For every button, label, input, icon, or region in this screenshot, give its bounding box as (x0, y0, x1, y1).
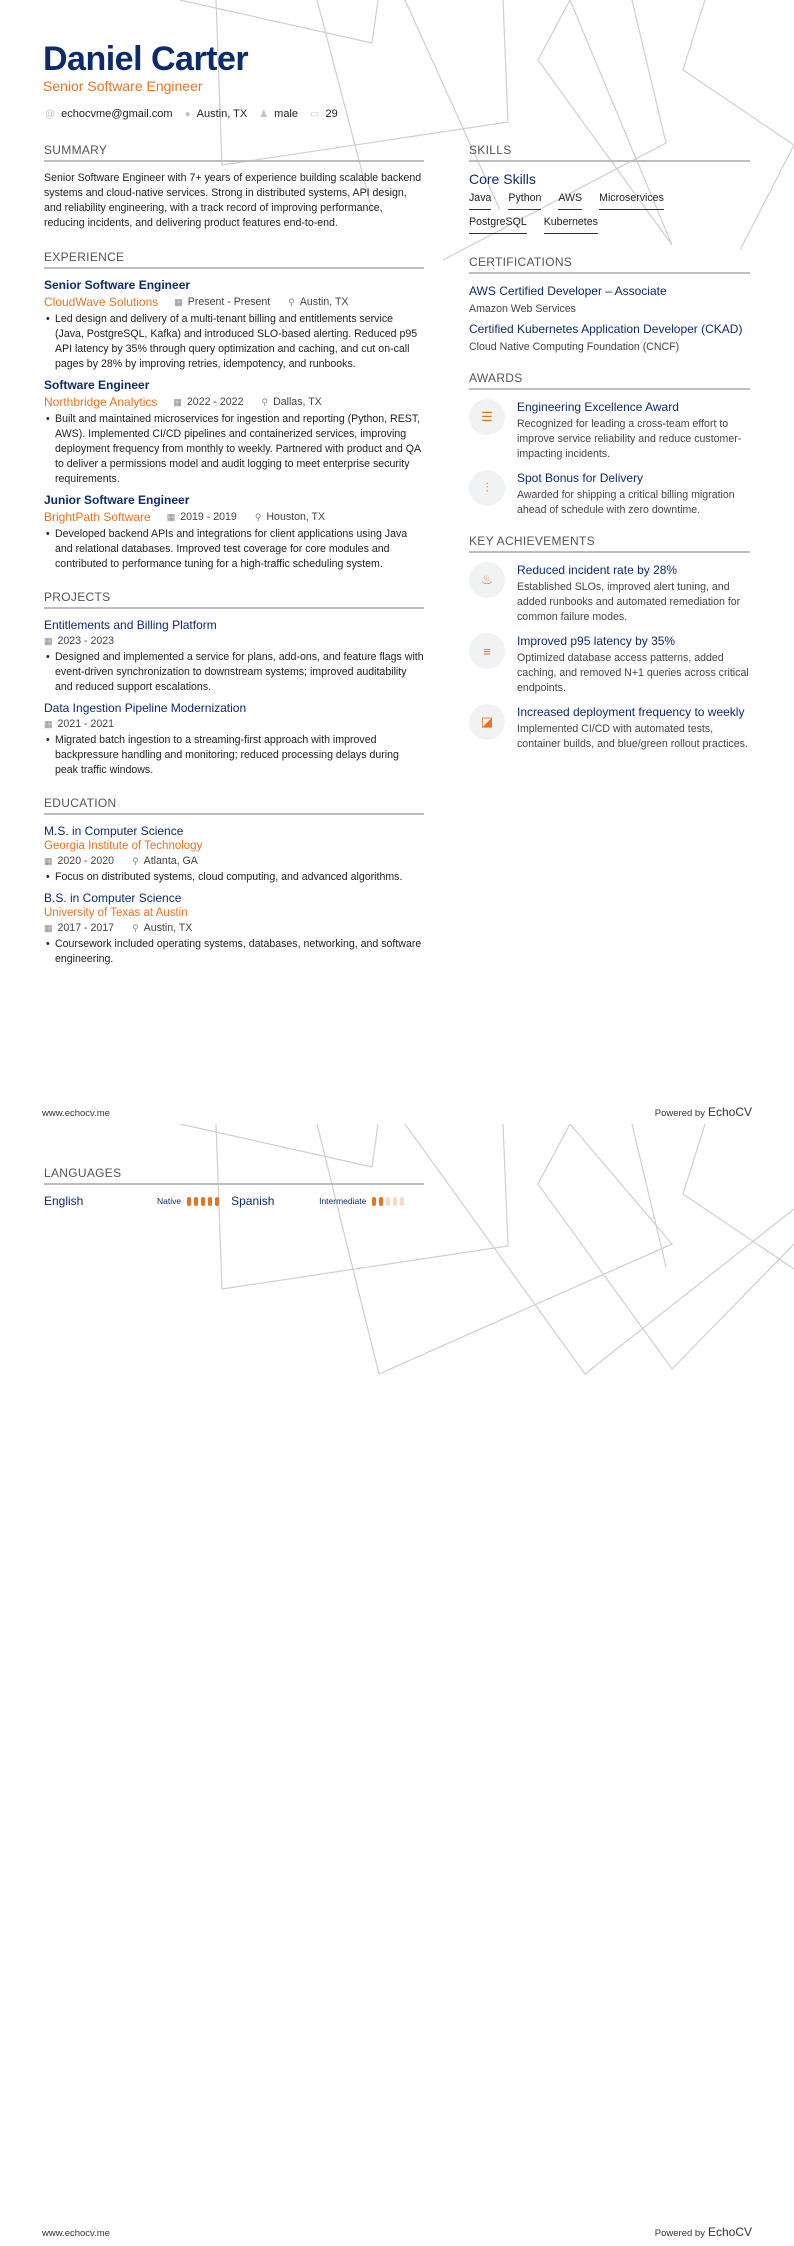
award-title: Spot Bonus for Delivery (517, 471, 644, 485)
job-role: Software Engineer (44, 378, 150, 392)
job-role: Senior Software Engineer (44, 278, 191, 292)
language-rating-dots (372, 1197, 407, 1206)
achievement-description: Implemented CI/CD with automated tests, container builds, and blue/green rollout practices. (517, 723, 748, 750)
experience-item (44, 378, 424, 487)
experience-section (44, 250, 424, 572)
contact-age: ▭ 29 (310, 108, 338, 120)
project-dates: 2021 - 2021 (57, 718, 115, 730)
project-name: Data Ingestion Pipeline Modernization (44, 701, 247, 715)
school-name: University of Texas at Austin (44, 907, 188, 919)
certification-issuer: Amazon Web Services (469, 303, 576, 315)
candidate-name: Daniel Carter (43, 40, 249, 78)
bullet-point: • Developed backend APIs and integrations for client applications using Java and relational databases. Improved test coverage for core modules and contributed to performance tuning for a high-traffic scheduling system. (46, 528, 408, 570)
company-name: Northbridge Analytics (44, 395, 158, 409)
skill-chip: AWS (558, 189, 582, 210)
awards-section (469, 371, 750, 518)
bullet-point: • Coursework included operating systems, databases, networking, and software engineering. (46, 938, 422, 965)
summary-text: Senior Software Engineer with 7+ years of experience building scalable backend systems and cloud-native services. Strong in distributed systems, API design, and reliability engineering, with a track record of improving performance, reducing incidents, and delivering product features end-to-end. (44, 172, 422, 229)
cake-icon: ♨ (469, 562, 505, 598)
language-rating-dots (187, 1197, 222, 1206)
project-item (44, 701, 424, 778)
skill-chip: Microservices (599, 189, 664, 210)
footer-website-link[interactable]: www.echocv.me (42, 2228, 110, 2239)
calendar-icon: ▦ (44, 922, 53, 933)
certifications-section (469, 255, 750, 353)
calendar-icon: ▦ (44, 635, 53, 646)
experience-item (44, 493, 424, 572)
bullet-point: • Migrated batch ingestion to a streaming-first approach with improved backpressure handling and monitoring; reduced processing delays during peak traffic windows. (46, 734, 399, 776)
sliders-icon: ⫶ (469, 470, 505, 506)
footer-brand: EchoCV (707, 1105, 752, 1119)
section-heading: AWARDS (469, 371, 750, 390)
edu-location: Austin, TX (143, 922, 193, 934)
section-heading: SKILLS (469, 143, 750, 162)
school-name: Georgia Institute of Technology (44, 840, 203, 852)
edu-dates: 2020 - 2020 (57, 855, 115, 867)
award-title: Engineering Excellence Award (517, 400, 679, 414)
achievement-description: Established SLOs, improved alert tuning, and added runbooks and automated remediation for common failure modes. (517, 581, 741, 623)
achievement-item (469, 633, 750, 696)
job-location: Dallas, TX (273, 396, 322, 408)
language-list (44, 1194, 424, 1208)
skills-section (469, 143, 750, 237)
calendar-icon: ▦ (166, 511, 176, 522)
right-column (469, 143, 750, 752)
bullet-point: • Focus on distributed systems, cloud computing, and advanced algorithms. (46, 871, 403, 883)
certification-item (469, 283, 750, 315)
location-pin-icon: ⚲ (254, 511, 262, 522)
location-pin-icon: ● (184, 108, 191, 120)
at-icon: @ (45, 108, 56, 120)
skill-chip: Kubernetes (544, 213, 598, 234)
calendar-icon: ▦ (174, 296, 183, 307)
education-item (44, 824, 424, 885)
achievement-title: Increased deployment frequency to weekly (517, 705, 745, 719)
award-item (469, 470, 750, 518)
location-pin-icon: ⚲ (261, 396, 269, 407)
location-pin-icon: ⚲ (288, 296, 295, 307)
contact-row (45, 108, 350, 120)
section-heading: PROJECTS (44, 590, 424, 609)
page-footer (42, 2225, 752, 2239)
location-pin-icon: ⚲ (132, 922, 139, 933)
skill-chip: Java (469, 189, 491, 210)
left-column (44, 143, 424, 967)
languages-section (44, 1166, 424, 1208)
skill-list (469, 189, 750, 237)
align-left-icon: ☰ (469, 399, 505, 435)
certification-name: Certified Kubernetes Application Developer (CKAD) (469, 322, 743, 336)
company-name: BrightPath Software (44, 510, 151, 524)
calendar-icon: ▦ (173, 396, 182, 407)
company-name: CloudWave Solutions (44, 295, 159, 309)
section-heading: LANGUAGES (44, 1166, 424, 1185)
achievement-item (469, 704, 750, 752)
achievement-item (469, 562, 750, 625)
award-description: Recognized for leading a cross-team effort to improve service reliability and reduce customer-impacting incidents. (517, 418, 742, 460)
language-name: English (44, 1194, 84, 1208)
skills-group-title: Core Skills (469, 171, 536, 187)
language-name: Spanish (231, 1194, 275, 1208)
job-dates: Present - Present (187, 296, 271, 308)
section-heading: SUMMARY (44, 143, 424, 162)
candidate-title: Senior Software Engineer (43, 78, 203, 94)
page-footer (42, 1105, 752, 1119)
footer-brand: EchoCV (707, 2225, 752, 2239)
edu-location: Atlanta, GA (143, 855, 198, 867)
calendar-icon: ▭ (310, 108, 320, 120)
language-level: Intermediate (319, 1196, 367, 1206)
award-item (469, 399, 750, 462)
edu-dates: 2017 - 2017 (57, 922, 115, 934)
section-heading: EXPERIENCE (44, 250, 424, 269)
section-heading: EDUCATION (44, 796, 424, 815)
location-pin-icon: ⚲ (132, 855, 139, 866)
skill-chip: PostgreSQL (469, 213, 527, 234)
bullet-point: • Led design and delivery of a multi-tenant billing and entitlements service (Java, PostgreSQL, Kafka) and introduced SLO-based alerting. Reduced p95 API latency by 35% through query optimization and caching, and cut on-call pages by 28% by improving retries, idempotency, and runbooks. (46, 313, 418, 370)
comment-slash-icon: ◪ (469, 704, 505, 740)
footer-powered-by: Powered by EchoCV (654, 2225, 752, 2239)
footer-website-link[interactable]: www.echocv.me (42, 1108, 110, 1119)
bullet-point: • Built and maintained microservices for ingestion and reporting (Python, REST, AWS). Implemented CI/CD pipelines and containerized services, improving deployment frequency from monthly to weekly. Partnered with product and QA to deliver a permissions model and audit logging to meet enterprise security requirements. (46, 413, 421, 485)
skill-chip: Python (508, 189, 541, 210)
summary-section (44, 143, 424, 231)
contact-gender: ♟ male (259, 108, 298, 120)
degree: B.S. in Computer Science (44, 891, 182, 905)
calendar-icon: ▦ (44, 855, 53, 866)
achievement-title: Improved p95 latency by 35% (517, 634, 676, 648)
project-dates: 2023 - 2023 (57, 635, 115, 647)
job-dates: 2022 - 2022 (186, 396, 244, 408)
achievement-description: Optimized database access patterns, added caching, and removed N+1 queries across critical endpoints. (517, 652, 749, 694)
achievements-section (469, 534, 750, 752)
job-role: Junior Software Engineer (44, 493, 190, 507)
education-section (44, 796, 424, 967)
projects-section (44, 590, 424, 778)
achievement-title: Reduced incident rate by 28% (517, 563, 678, 577)
education-item (44, 891, 424, 967)
project-item (44, 618, 424, 695)
resume-page-2 (0, 1124, 794, 2246)
section-heading: CERTIFICATIONS (469, 255, 750, 274)
degree: M.S. in Computer Science (44, 824, 184, 838)
award-description: Awarded for shipping a critical billing migration ahead of schedule with zero downtime. (517, 489, 735, 516)
experience-item (44, 278, 424, 372)
contact-email[interactable]: @ echocvme@gmail.com (45, 108, 173, 120)
person-icon: ♟ (259, 108, 269, 120)
certification-name: AWS Certified Developer – Associate (469, 284, 667, 298)
job-location: Houston, TX (266, 511, 326, 523)
certification-item (469, 321, 750, 353)
project-name: Entitlements and Billing Platform (44, 618, 217, 632)
section-heading: KEY ACHIEVEMENTS (469, 534, 750, 553)
contact-location: ● Austin, TX (184, 108, 248, 120)
language-level: Native (157, 1196, 182, 1206)
certification-issuer: Cloud Native Computing Foundation (CNCF) (469, 341, 680, 353)
calendar-icon: ▦ (44, 718, 53, 729)
job-dates: 2019 - 2019 (180, 511, 237, 523)
job-location: Austin, TX (299, 296, 349, 308)
footer-powered-by: Powered by EchoCV (654, 1105, 752, 1119)
bars-icon: ≡ (469, 633, 505, 669)
bullet-point: • Designed and implemented a service for plans, add-ons, and feature flags with event-driven synchronization to downstream systems; improved auditability and reduced support escalations. (46, 651, 424, 693)
